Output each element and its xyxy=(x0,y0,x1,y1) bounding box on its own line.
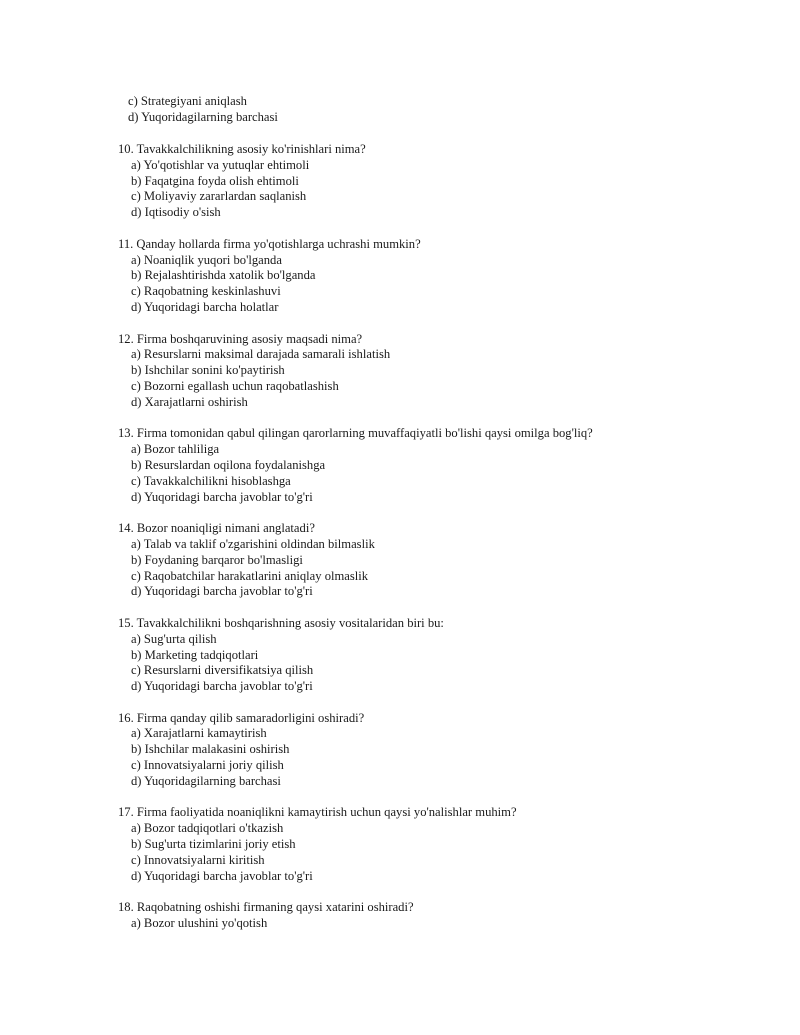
answer-option: a) Bozor tadqiqotlari o'tkazish xyxy=(131,821,284,836)
answer-option: b) Faqatgina foyda olish ehtimoli xyxy=(131,173,299,188)
answer-option: d) Yuqoridagilarning barchasi xyxy=(131,773,281,788)
answer-option: d) Yuqoridagi barcha javoblar to'g'ri xyxy=(131,489,313,504)
answer-option: a) Noaniqlik yuqori bo'lganda xyxy=(131,252,282,267)
question-text: 11. Qanday hollarda firma yo'qotishlarga uchrashi mumkin? xyxy=(118,236,421,251)
question-item xyxy=(118,332,738,411)
answer-option: a) Yo'qotishlar va yutuqlar ehtimoli xyxy=(131,157,310,172)
answer-option: c) Tavakkalchilikni hisoblashga xyxy=(131,473,291,488)
question-item xyxy=(118,711,738,790)
answer-option: d) Xarajatlarni oshirish xyxy=(131,394,248,409)
answer-option: c) Strategiyani aniqlash xyxy=(128,94,247,108)
question-text: 15. Tavakkalchilikni boshqarishning asosiy vositalaridan biri bu: xyxy=(118,615,444,630)
answer-option: a) Talab va taklif o'zgarishini oldindan bilmaslik xyxy=(131,536,375,551)
question-item xyxy=(118,616,738,695)
question-text: 12. Firma boshqaruvining asosiy maqsadi nima? xyxy=(118,331,363,346)
answer-option: b) Rejalashtirishda xatolik bo'lganda xyxy=(131,268,316,283)
answer-option: c) Raqobatchilar harakatlarini aniqlay olmaslik xyxy=(131,568,369,583)
question-text: 13. Firma tomonidan qabul qilingan qarorlarning muvaffaqiyatli bo'lishi qaysi omilga bog'liq? xyxy=(118,426,593,441)
question-item xyxy=(118,805,738,884)
answer-option: d) Yuqoridagi barcha javoblar to'g'ri xyxy=(131,679,313,694)
answer-option: d) Yuqoridagi barcha javoblar to'g'ri xyxy=(131,584,313,599)
answer-option: a) Xarajatlarni kamaytirish xyxy=(131,726,267,741)
question-text: 17. Firma faoliyatida noaniqlikni kamaytirish uchun qaysi yo'nalishlar muhim? xyxy=(118,805,517,820)
answer-option: a) Sug'urta qilish xyxy=(131,631,217,646)
answer-option: b) Ishchilar malakasini oshirish xyxy=(131,742,290,757)
answer-option: d) Iqtisodiy o'sish xyxy=(131,205,221,220)
answer-option: c) Moliyaviy zararlardan saqlanish xyxy=(131,189,307,204)
question-item xyxy=(118,900,738,932)
answer-option: d) Yuqoridagilarning barchasi xyxy=(128,109,278,124)
answer-option: c) Raqobatning keskinlashuvi xyxy=(131,284,281,299)
answer-option: c) Innovatsiyalarni joriy qilish xyxy=(131,758,284,773)
question-text: 10. Tavakkalchilikning asosiy ko'rinishlari nima? xyxy=(118,142,366,156)
answer-option: b) Resurslardan oqilona foydalanishga xyxy=(131,457,326,472)
question-item xyxy=(118,426,738,505)
answer-option: b) Sug'urta tizimlarini joriy etish xyxy=(131,837,296,852)
answer-option: d) Yuqoridagi barcha holatlar xyxy=(131,299,279,314)
answer-option: a) Bozor tahliliga xyxy=(131,442,220,457)
answer-option: d) Yuqoridagi barcha javoblar to'g'ri xyxy=(131,868,313,883)
question-list xyxy=(118,142,738,948)
answer-option: a) Bozor ulushini yo'qotish xyxy=(131,916,268,931)
question-text: 14. Bozor noaniqligi nimani anglatadi? xyxy=(118,521,315,536)
question-item xyxy=(118,237,738,316)
answer-option: b) Foydaning barqaror bo'lmasligi xyxy=(131,552,303,567)
answer-option: c) Resurslarni diversifikatsiya qilish xyxy=(131,663,314,678)
answer-option: b) Marketing tadqiqotlari xyxy=(131,647,259,662)
answer-option: c) Innovatsiyalarni kiritish xyxy=(131,852,265,867)
answer-option: a) Resurslarni maksimal darajada samarali ishlatish xyxy=(131,347,391,362)
question-text: 18. Raqobatning oshishi firmaning qaysi xatarini oshiradi? xyxy=(118,900,414,915)
question-text: 16. Firma qanday qilib samaradorligini oshiradi? xyxy=(118,710,365,725)
answer-option: b) Ishchilar sonini ko'paytirish xyxy=(131,363,285,378)
answer-option: c) Bozorni egallash uchun raqobatlashish xyxy=(131,378,339,393)
question-item xyxy=(118,142,738,221)
carryover-options xyxy=(128,94,278,126)
question-item xyxy=(118,521,738,600)
